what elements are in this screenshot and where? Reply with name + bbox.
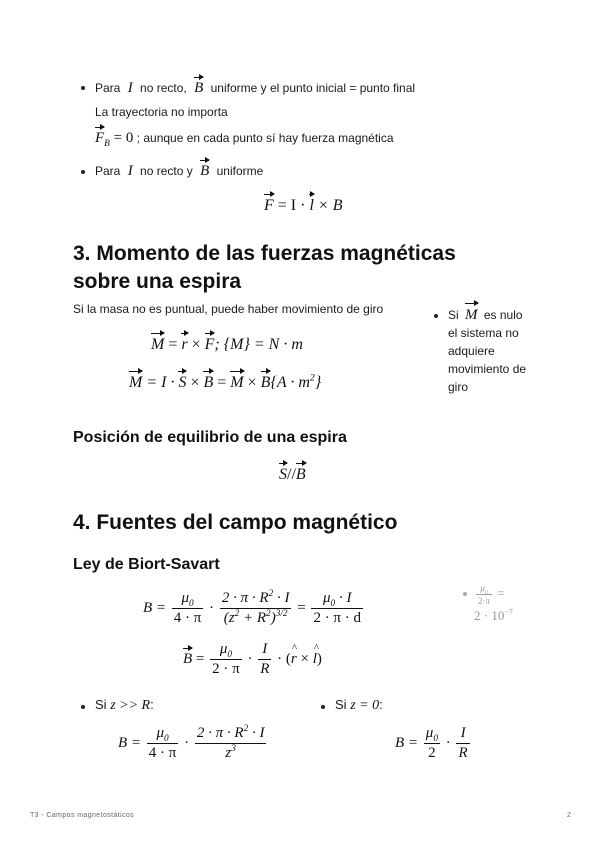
permeability-note: $\frac{\mu_0}{2\cdot\pi}$ = $2 \cdot 10^{-7}$ (474, 583, 513, 623)
section-3-intro: Si la masa no es puntual, puede haber movimiento de giro (73, 302, 384, 316)
bullet-marker (81, 705, 85, 709)
bullet-marker (81, 170, 85, 174)
equilibrium-heading: Posición de equilibrio de una espira (73, 429, 347, 446)
bullet-line-2: Para I no recto y B uniforme (95, 163, 264, 179)
moment-equation-1: M = r × F; {M} = N · m (151, 336, 303, 353)
bullet-line-1: Para I no recto, B uniforme y el punto inicial = punto final (95, 80, 416, 96)
bullet-line-1-trajectory: La trayectoria no importa (95, 105, 228, 119)
biot-savart-equation-2: B = $\frac{\mu_0}{2 \cdot \pi}$ · $\frac{I}{R}$ · (^ r × ^ l) (183, 641, 322, 678)
biot-savart-equation-1: B = $\frac{\mu_0}{4 \cdot \pi}$ · $\frac{2 \cdot \pi \cdot R^2 \cdot I}{(z^2 + R^2)^{3/2}}$ = $\frac{\mu_0 \cdot I}{2 \cdot \pi \cdot d}$ (143, 589, 362, 626)
section-3-heading: 3. Momento de las fuerzas magnéticas sobre una espira (73, 242, 456, 293)
bullet-marker (321, 705, 325, 709)
case-far-field: Si z >> R: (95, 697, 154, 713)
force-equation: F = I · l × B (264, 197, 343, 214)
center-equation: B = $\frac{\mu_0}{2}$ · $\frac{I}{R}$ (395, 725, 468, 761)
footer-page-number: 2 (567, 812, 572, 819)
footer-doc-title: T3 - Campos magnetostáticos (30, 812, 135, 819)
zero-moment-note: Si M es nulo el sistema no adquiere movimiento de giro (448, 307, 527, 394)
biot-savart-heading: Ley de Biort-Savart (73, 556, 220, 573)
bullet-marker (463, 592, 467, 596)
bullet-marker (81, 86, 85, 90)
case-center: Si z = 0: (335, 697, 383, 713)
moment-equation-2: $M = I \cdot S \times B = M \times B\{A \cdot m^2\}$ (129, 372, 322, 391)
equilibrium-equation: S//B (279, 466, 306, 483)
bullet-line-1-force: $F_B = 0$ ; aunque en cada punto sí hay fuerza magnética (95, 130, 394, 149)
section-4-heading: 4. Fuentes del campo magnético (73, 511, 398, 534)
bullet-marker (434, 314, 438, 318)
far-field-equation: B = $\frac{\mu_0}{4 \cdot \pi}$ · $\frac{2 \cdot \pi \cdot R^2 \cdot I}{z^3}$ (118, 724, 265, 761)
